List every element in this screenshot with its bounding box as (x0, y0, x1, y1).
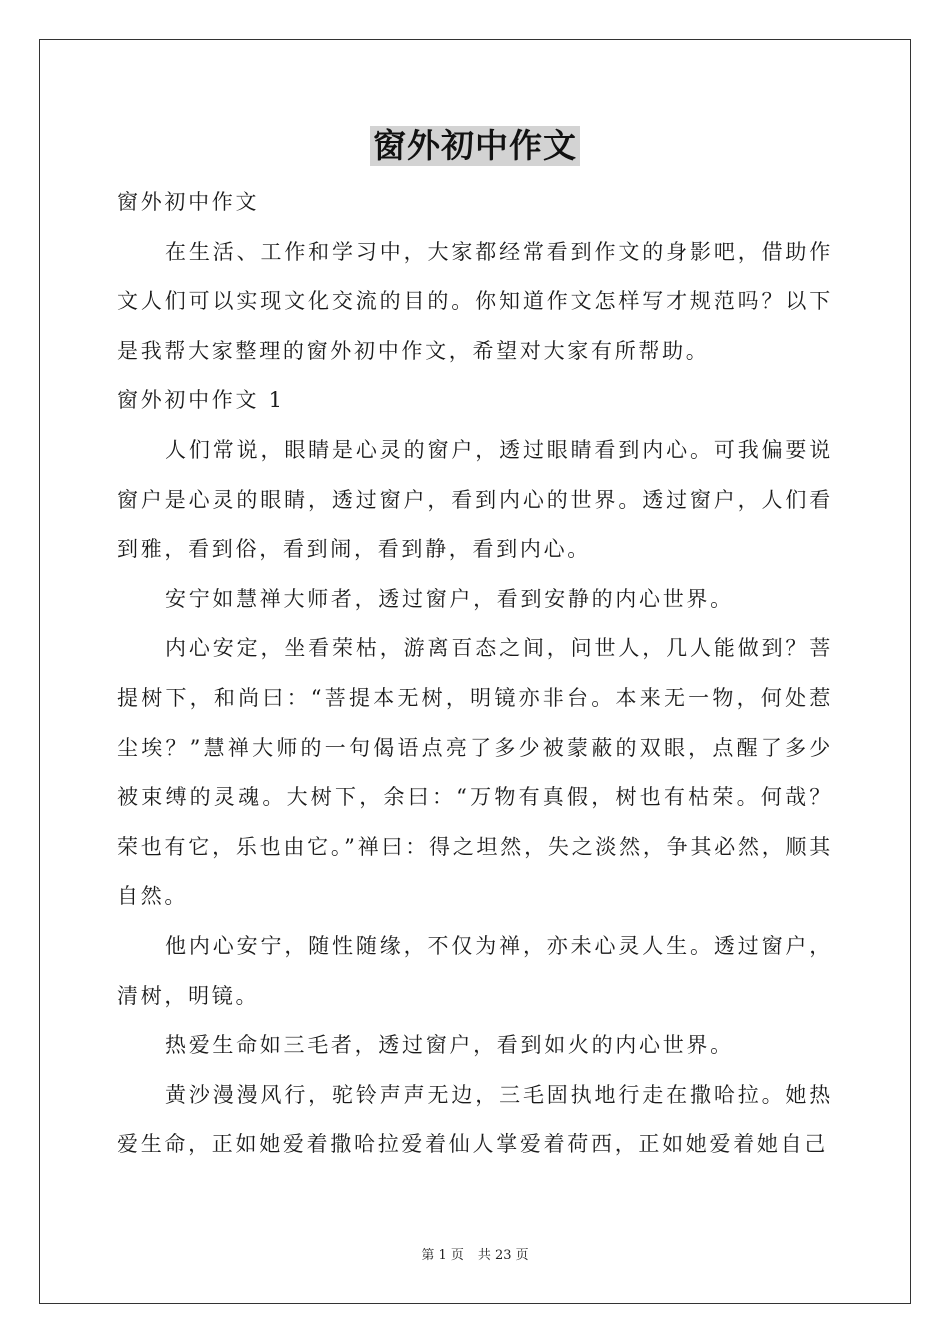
paragraph-body: 人们常说，眼睛是心灵的窗户，透过眼睛看到内心。可我偏要说窗户是心灵的眼睛，透过窗户，看到内心的世界。透过窗户，人们看到雅，看到俗，看到闹，看到静，看到内心。 (117, 437, 833, 562)
paragraph-subtitle: 窗外初中作文 (117, 190, 260, 214)
page-footer (0, 1246, 950, 1266)
page-total: 共 23 页 (477, 1248, 529, 1263)
paragraph-body: 内心安定，坐看荣枯，游离百态之间，问世人，几人能做到？菩提树下，和尚曰：“菩提本无树，明镜亦非台。本来无一物，何处惹尘埃？”慧禅大师的一句偈语点亮了多少被蒙蔽的双眼，点醒了多少被束缚的灵魂。大树下，余曰：“万物有真假，树也有枯荣。何哉？荣也有它，乐也由它。”禅曰：得之坦然，失之淡然，争其必然，顺其自然。 (117, 636, 833, 909)
page-number: 第 1 页 (421, 1248, 464, 1263)
paragraph-body: 黄沙漫漫风行，驼铃声声无边，三毛固执地行走在撒哈拉。她热爱生命，正如她爱着撒哈拉爱着仙人掌爱着荷西，正如她爱着她自己 (117, 1082, 833, 1157)
paragraph-intro: 在生活、工作和学习中，大家都经常看到作文的身影吧，借助作文人们可以实现文化交流的目的。你知道作文怎样写才规范吗？以下是我帮大家整理的窗外初中作文，希望对大家有所帮助。 (117, 239, 833, 363)
document-title: 窗外初中作文 (370, 126, 580, 166)
document-body (117, 178, 833, 1170)
title-container (0, 126, 950, 166)
paragraph-body: 他内心安宁，随性随缘，不仅为禅，亦未心灵人生。透过窗户，清树，明镜。 (117, 933, 833, 1008)
paragraph-section-heading: 窗外初中作文 1 (117, 388, 285, 413)
paragraph-body: 热爱生命如三毛者，透过窗户，看到如火的内心世界。 (165, 1033, 734, 1058)
paragraph-body: 安宁如慧禅大师者，透过窗户，看到安静的内心世界。 (165, 586, 734, 611)
